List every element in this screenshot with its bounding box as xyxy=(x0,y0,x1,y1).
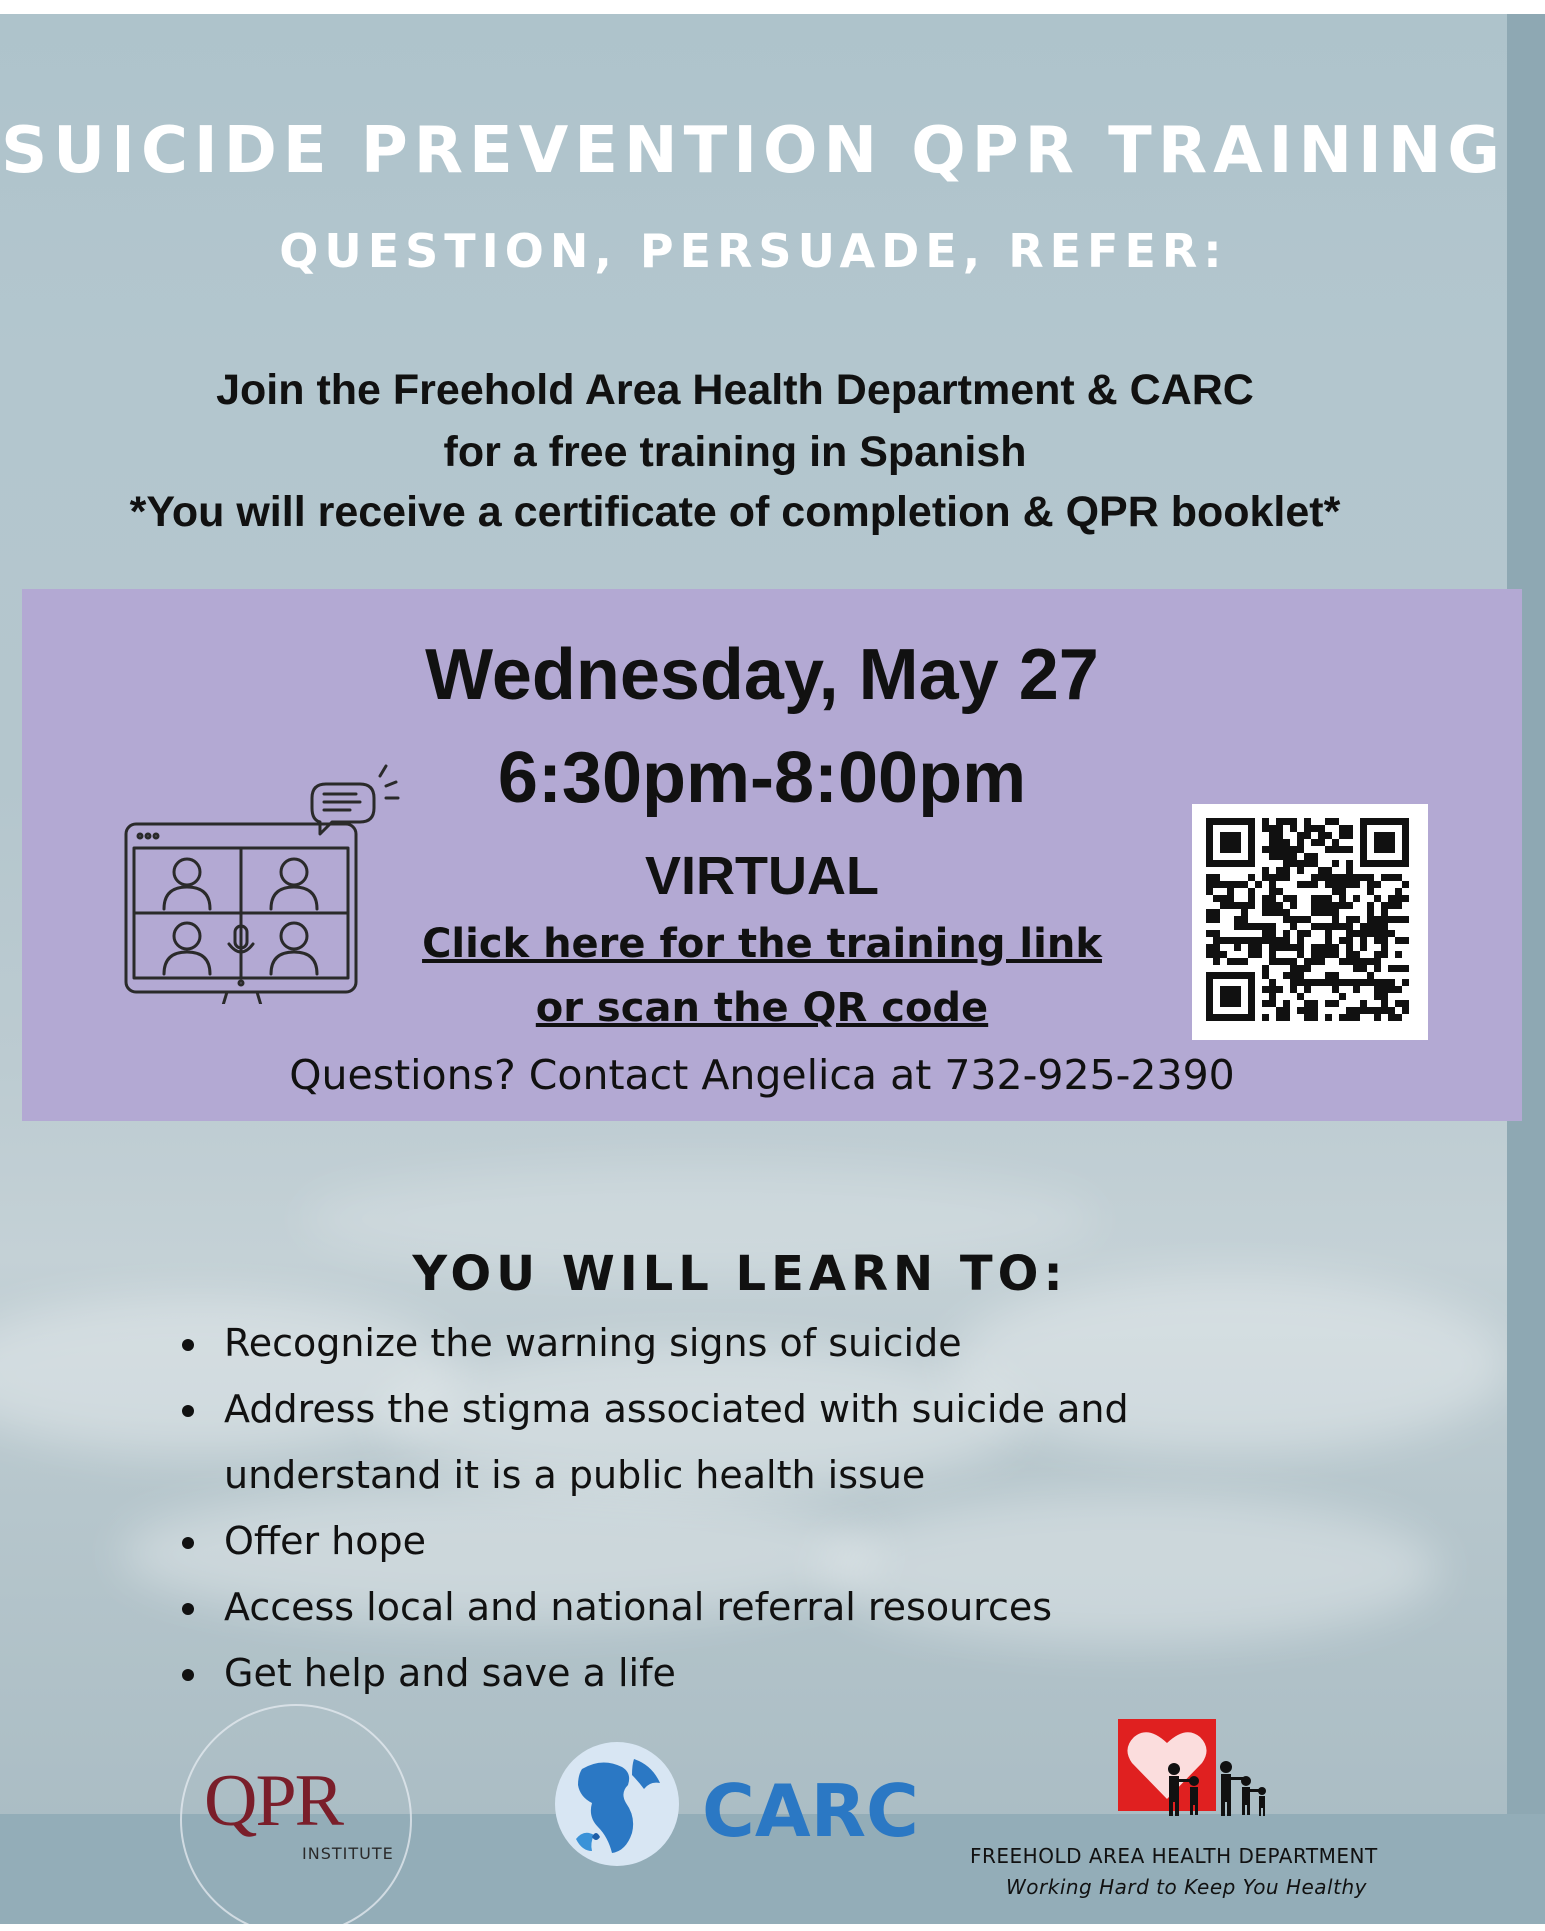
qr-code-link[interactable]: or scan the QR code xyxy=(535,985,989,1031)
qpr-institute-logo xyxy=(180,1704,416,1904)
learn-list-item xyxy=(182,1376,1129,1508)
learn-list-item xyxy=(182,1574,1129,1640)
qpr-logo-subtext: INSTITUTE xyxy=(302,1844,394,1863)
family-heart-icon xyxy=(1118,1719,1318,1819)
learn-item-text-continued: understand it is a public health issue xyxy=(224,1453,926,1497)
event-date: Wednesday, May 27 xyxy=(425,635,1099,715)
page-subtitle: QUESTION, PERSUADE, REFER: xyxy=(279,224,1228,278)
globe-icon xyxy=(552,1739,682,1869)
learn-item-text: Get help and save a life xyxy=(224,1651,676,1695)
bullet-icon xyxy=(182,1405,194,1417)
contact-info: Questions? Contact Angelica at 732-925-2390 xyxy=(289,1051,1235,1099)
page-title: SUICIDE PREVENTION QPR TRAINING xyxy=(1,114,1506,188)
bullet-icon xyxy=(182,1537,194,1549)
event-details-box xyxy=(22,589,1522,1121)
learn-heading: YOU WILL LEARN TO: xyxy=(412,1246,1068,1302)
bullet-icon xyxy=(182,1669,194,1681)
qr-code[interactable] xyxy=(1192,804,1428,1040)
intro-line-2: for a free training in Spanish xyxy=(443,428,1027,476)
video-call-icon xyxy=(102,764,402,1004)
bullet-icon xyxy=(182,1339,194,1351)
learn-list xyxy=(182,1310,1129,1706)
health-department-tagline: Working Hard to Keep You Healthy xyxy=(1006,1875,1367,1899)
qpr-logo-text: QPR xyxy=(204,1760,342,1842)
carc-logo xyxy=(552,1739,919,1873)
event-format: VIRTUAL xyxy=(645,846,879,906)
bullet-icon xyxy=(182,1603,194,1615)
flyer xyxy=(0,14,1545,1924)
learn-item-text: Offer hope xyxy=(224,1519,427,1563)
training-link[interactable]: Click here for the training link xyxy=(422,921,1102,967)
learn-item-text: Address the stigma associated with suicide and xyxy=(224,1387,1129,1431)
freehold-health-department-logo xyxy=(960,1719,1430,1919)
learn-item-text: Recognize the warning signs of suicide xyxy=(224,1321,962,1365)
carc-logo-text: CARC xyxy=(702,1769,919,1853)
health-department-name: FREEHOLD AREA HEALTH DEPARTMENT xyxy=(970,1844,1378,1868)
learn-list-item xyxy=(182,1310,1129,1376)
event-time: 6:30pm-8:00pm xyxy=(497,738,1027,818)
learn-list-item xyxy=(182,1640,1129,1706)
learn-item-text: Access local and national referral resources xyxy=(224,1585,1053,1629)
learn-list-item xyxy=(182,1508,1129,1574)
intro-line-1: Join the Freehold Area Health Department & CARC xyxy=(216,366,1254,414)
intro-line-3: *You will receive a certificate of completion & QPR booklet* xyxy=(129,488,1341,536)
